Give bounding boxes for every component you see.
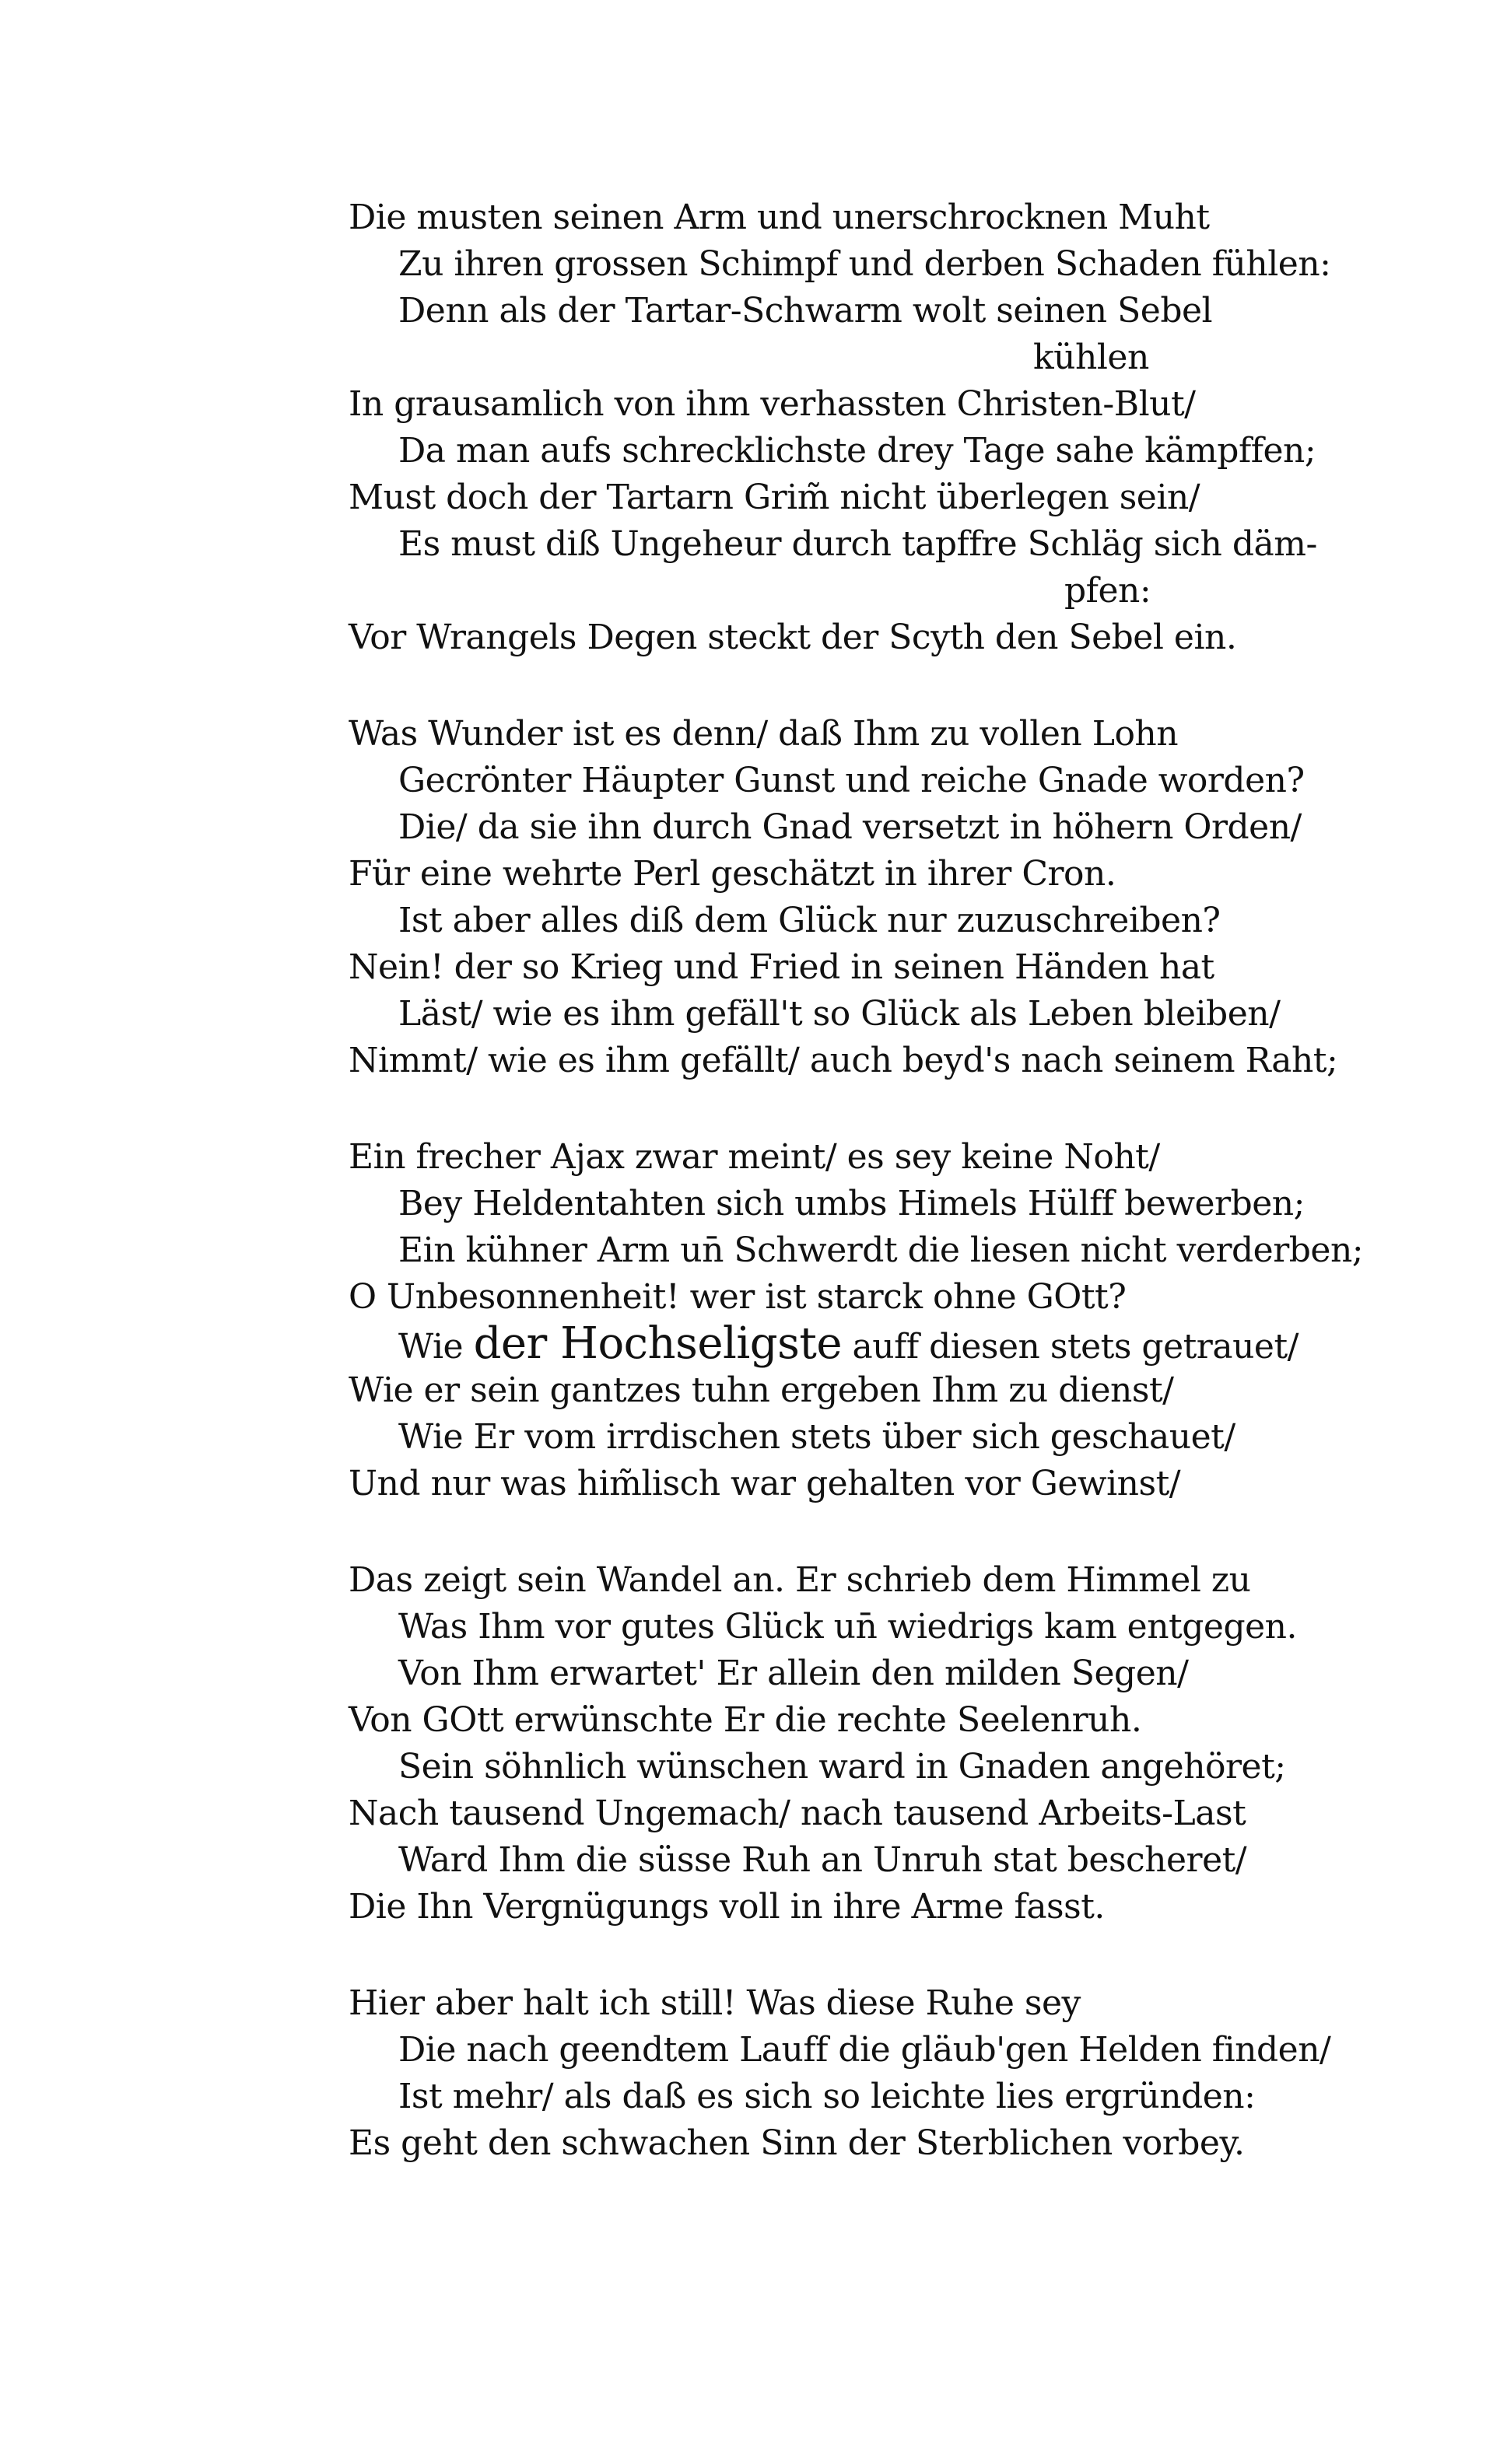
poem-line: Wie Er vom irrdischen stets über sich geschauet/	[398, 1417, 1235, 1457]
poem-line: Denn als der Tartar-Schwarm wolt seinen Sebel	[398, 291, 1213, 331]
poem-line: Die musten seinen Arm und unerschrocknen Muht	[349, 198, 1210, 237]
stanza	[349, 1134, 1364, 1507]
poem-line: Nein! der so Krieg und Fried in seinen Händen hat	[349, 947, 1214, 987]
poem-line: Gecrönter Häupter Gunst und reiche Gnade worden?	[398, 761, 1305, 800]
poem-line: Ist mehr/ als daß es sich so leichte lies ergründen:	[398, 2077, 1256, 2116]
stanza	[349, 194, 1329, 661]
emphasized-name: der Hochseligste	[473, 1318, 843, 1369]
poem-line: O Unbesonnenheit! wer ist starck ohne GOtt?	[349, 1277, 1127, 1317]
poem-line: Die/ da sie ihn durch Gnad versetzt in höhern Orden/	[398, 807, 1302, 847]
poem-line: Läst/ wie es ihm gefäll't so Glück als Leben bleiben/	[398, 994, 1281, 1034]
poem-line: Bey Heldentahten sich umbs Himels Hülff bewerben;	[398, 1184, 1305, 1223]
poem-line: Es must diß Ungeheur durch tapffre Schläg sich däm-	[398, 524, 1317, 564]
line-text: Wie	[398, 1327, 474, 1367]
poem-line: Wie er sein gantzes tuhn ergeben Ihm zu dienst/	[349, 1370, 1174, 1410]
poem-line: In grausamlich von ihm verhassten Christen-Blut/	[349, 384, 1196, 424]
stanza	[349, 1557, 1329, 1930]
poem-line: Ein frecher Ajax zwar meint/ es sey keine Noht/	[349, 1137, 1160, 1177]
poem-line: Für eine wehrte Perl geschätzt in ihrer Cron.	[349, 854, 1116, 894]
poem-line: Die Ihn Vergnügungs voll in ihre Arme fasst.	[349, 1887, 1105, 1927]
poem-line: Ward Ihm die süsse Ruh an Unruh stat bescheret/	[398, 1840, 1247, 1880]
stanza	[349, 711, 1338, 1084]
poem-line: Da man aufs schrecklichste drey Tage sahe kämpffen;	[398, 431, 1316, 471]
poem-line: Nimmt/ wie es ihm gefällt/ auch beyd's nach seinem Raht;	[349, 1041, 1338, 1080]
poem-line: Das zeigt sein Wandel an. Er schrieb dem Himmel zu	[349, 1560, 1251, 1600]
poem-line: Von Ihm erwartet' Er allein den milden Segen/	[398, 1654, 1189, 1693]
poem-line: Must doch der Tartarn Grim̃ nicht überlegen sein/	[349, 478, 1200, 517]
poem-line: Vor Wrangels Degen steckt der Scyth den Sebel ein.	[349, 618, 1237, 657]
poem-text	[349, 194, 1364, 2217]
line-text: auff diesen stets getrauet/	[842, 1327, 1298, 1367]
poem-line: Es geht den schwachen Sinn der Sterblichen vorbey.	[349, 2123, 1245, 2163]
poem-line: Was Wunder ist es denn/ daß Ihm zu vollen Lohn	[349, 714, 1179, 754]
poem-line: Zu ihren grossen Schimpf und derben Schaden fühlen:	[398, 244, 1331, 284]
poem-line: kühlen	[1033, 338, 1149, 377]
poem-line	[349, 1318, 1329, 1369]
poem-line: Ist aber alles diß dem Glück nur zuzuschreiben?	[398, 901, 1221, 940]
poem-line: Hier aber halt ich still! Was diese Ruhe sey	[349, 1983, 1081, 2023]
poem-line: Was Ihm vor gutes Glück un̄ wiedrigs kam entgegen.	[398, 1607, 1297, 1647]
poem-line: Von GOtt erwünschte Er die rechte Seelenruh.	[349, 1700, 1142, 1740]
poem-line: Und nur was him̃lisch war gehalten vor Gewinst/	[349, 1464, 1181, 1503]
poem-line: Sein söhnlich wünschen ward in Gnaden angehöret;	[398, 1747, 1286, 1787]
poem-line: pfen:	[1064, 571, 1151, 611]
poem-line: Nach tausend Ungemach/ nach tausend Arbeits-Last	[349, 1794, 1246, 1833]
stanza	[349, 1980, 1329, 2167]
poem-line: Ein kühner Arm un̄ Schwerdt die liesen nicht verderben;	[398, 1230, 1364, 1270]
poem-line: Die nach geendtem Lauff die gläub'gen Helden finden/	[398, 2030, 1331, 2070]
